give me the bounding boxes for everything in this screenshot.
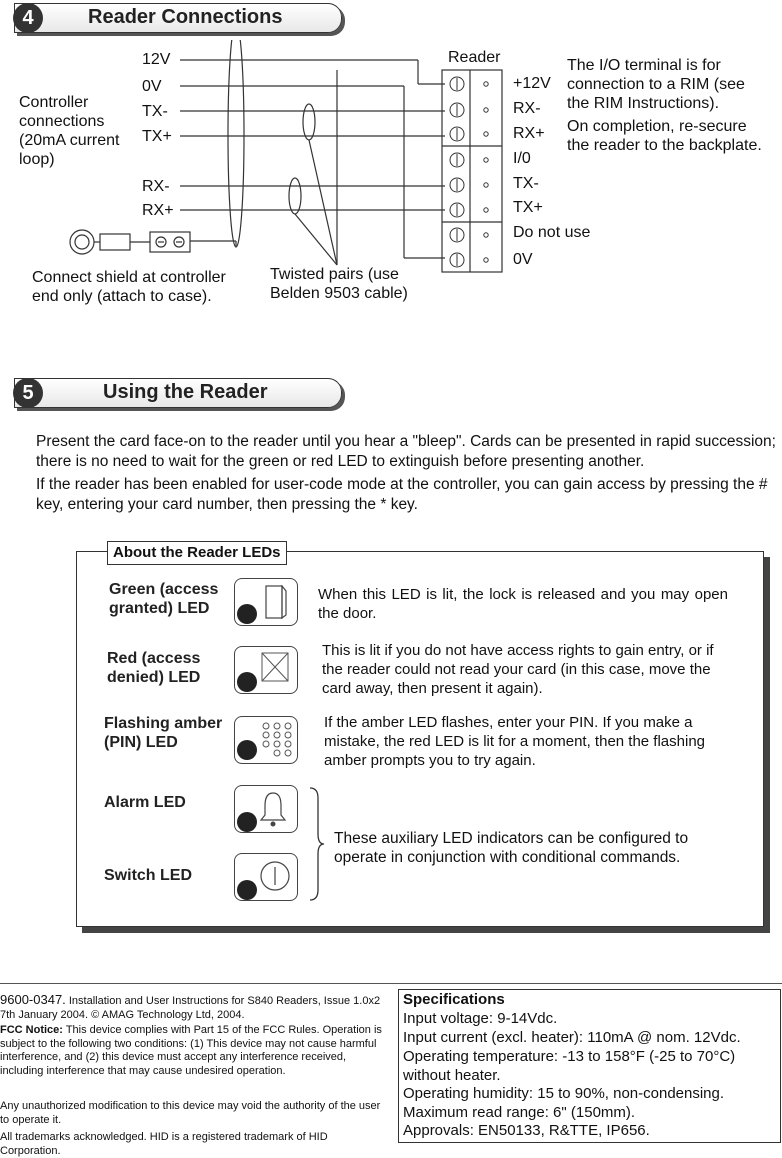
green-led-dot	[237, 604, 257, 624]
wire-label-tx-minus: TX-	[142, 103, 168, 120]
amber-led-title: Flashing amber (PIN) LED	[104, 715, 223, 751]
section-5-paragraph-1: Present the card face-on to the reader until you hear a "bleep". Cards can be presented in rapid succession; there is no need to wait for the green or red LED to extinguish before presenting another.	[36, 433, 776, 470]
terminal-label-io: I/0	[513, 150, 531, 167]
led-box-title: About the Reader LEDs	[107, 541, 287, 565]
spec-approvals: Approvals: EN50133, R&TTE, IP656.	[403, 1122, 650, 1139]
controller-connections-label: Controller connections (20mA current loop)	[19, 94, 120, 168]
terminal-label-do-not-use: Do not use	[513, 224, 591, 241]
spec-operating-humidity: Operating humidity: 15 to 90%, non-condensing.	[403, 1085, 725, 1102]
switch-led-title: Switch LED	[104, 867, 193, 884]
amber-led-dot	[237, 740, 257, 760]
specifications-title: Specifications	[403, 991, 505, 1008]
green-led-title: Green (access granted) LED	[109, 581, 219, 617]
section-4-number: 4	[13, 3, 43, 33]
cross-box-icon	[261, 652, 289, 682]
green-led-text: When this LED is lit, the lock is released and you may open the door.	[318, 586, 728, 622]
reader-label: Reader	[448, 49, 501, 66]
shield-note: Connect shield at controller end only (attach to case).	[32, 269, 226, 305]
switch-led-dot	[237, 880, 257, 900]
red-led-dot	[237, 672, 257, 692]
auxiliary-led-text: These auxiliary LED indicators can be configured to operate in conjunction with conditional commands.	[334, 830, 689, 866]
spec-read-range: Maximum read range: 6" (150mm).	[403, 1104, 636, 1121]
completion-note: On completion, re-secure the reader to the backplate.	[567, 118, 762, 154]
door-icon	[265, 585, 287, 619]
io-terminal-note: The I/O terminal is for connection to a RIM (see the RIM Instructions).	[567, 57, 745, 112]
terminal-label-tx-plus: TX+	[513, 199, 543, 216]
twisted-pairs-note: Twisted pairs (use Belden 9503 cable)	[270, 266, 408, 302]
wire-label-12v: 12V	[142, 51, 171, 68]
trademark-notice: All trademarks acknowledged. HID is a registered trademark of HID Corporation.	[0, 1131, 328, 1157]
auxiliary-brace	[306, 786, 326, 902]
spec-input-current: Input current (excl. heater): 110mA @ nom. 12Vdc.	[403, 1029, 741, 1046]
terminal-label-rx-minus: RX-	[513, 100, 541, 117]
bell-icon	[257, 790, 289, 828]
footer-divider	[0, 983, 782, 984]
section-5-title: Using the Reader	[103, 381, 268, 403]
red-led-title: Red (access denied) LED	[107, 650, 201, 686]
wire-label-0v: 0V	[142, 78, 162, 95]
wire-label-tx-plus: TX+	[142, 128, 172, 145]
red-led-text: This is lit if you do not have access rights to gain entry, or if the reader could not read your card (in this case, move the card away, then present it again).	[322, 642, 714, 697]
wire-label-rx-minus: RX-	[142, 178, 170, 195]
fcc-notice: FCC Notice: This device complies with Part 15 of the FCC Rules. Operation is subject to the following two conditions: (1) This device may not cause harmful interference, and (2) this device must accept any interference received, including interference that may cause undesired operation.	[0, 1024, 382, 1077]
modification-notice: Any unauthorized modification to this device may void the authority of the user to operate it.	[0, 1100, 381, 1126]
terminal-label-0v: 0V	[513, 251, 533, 268]
switch-icon	[257, 858, 293, 894]
terminal-label-rx-plus: RX+	[513, 125, 545, 142]
document-info: 9600-0347. Installation and User Instructions for S840 Readers, Issue 1.0x2 7th January 2004. © AMAG Technology Ltd, 2004.	[0, 992, 381, 1021]
spec-input-voltage: Input voltage: 9-14Vdc.	[403, 1010, 558, 1027]
terminal-label-tx-minus: TX-	[513, 175, 539, 192]
terminal-label-12v: +12V	[513, 75, 551, 92]
keypad-icon	[259, 721, 295, 757]
alarm-led-title: Alarm LED	[104, 794, 186, 811]
alarm-led-dot	[237, 812, 257, 832]
section-4-title: Reader Connections	[88, 6, 283, 28]
spec-operating-temperature: Operating temperature: -13 to 158°F (-25 to 70°C) without heater.	[403, 1048, 736, 1084]
section-5-number: 5	[13, 378, 43, 408]
wire-label-rx-plus: RX+	[142, 202, 174, 219]
section-5-paragraph-2: If the reader has been enabled for user-code mode at the controller, you can gain access by pressing the # key, entering your card number, then pressing the * key.	[36, 476, 768, 513]
amber-led-text: If the amber LED flashes, enter your PIN. If you make a mistake, the red LED is lit for a moment, then the flashing amber prompts you to try again.	[324, 714, 706, 769]
